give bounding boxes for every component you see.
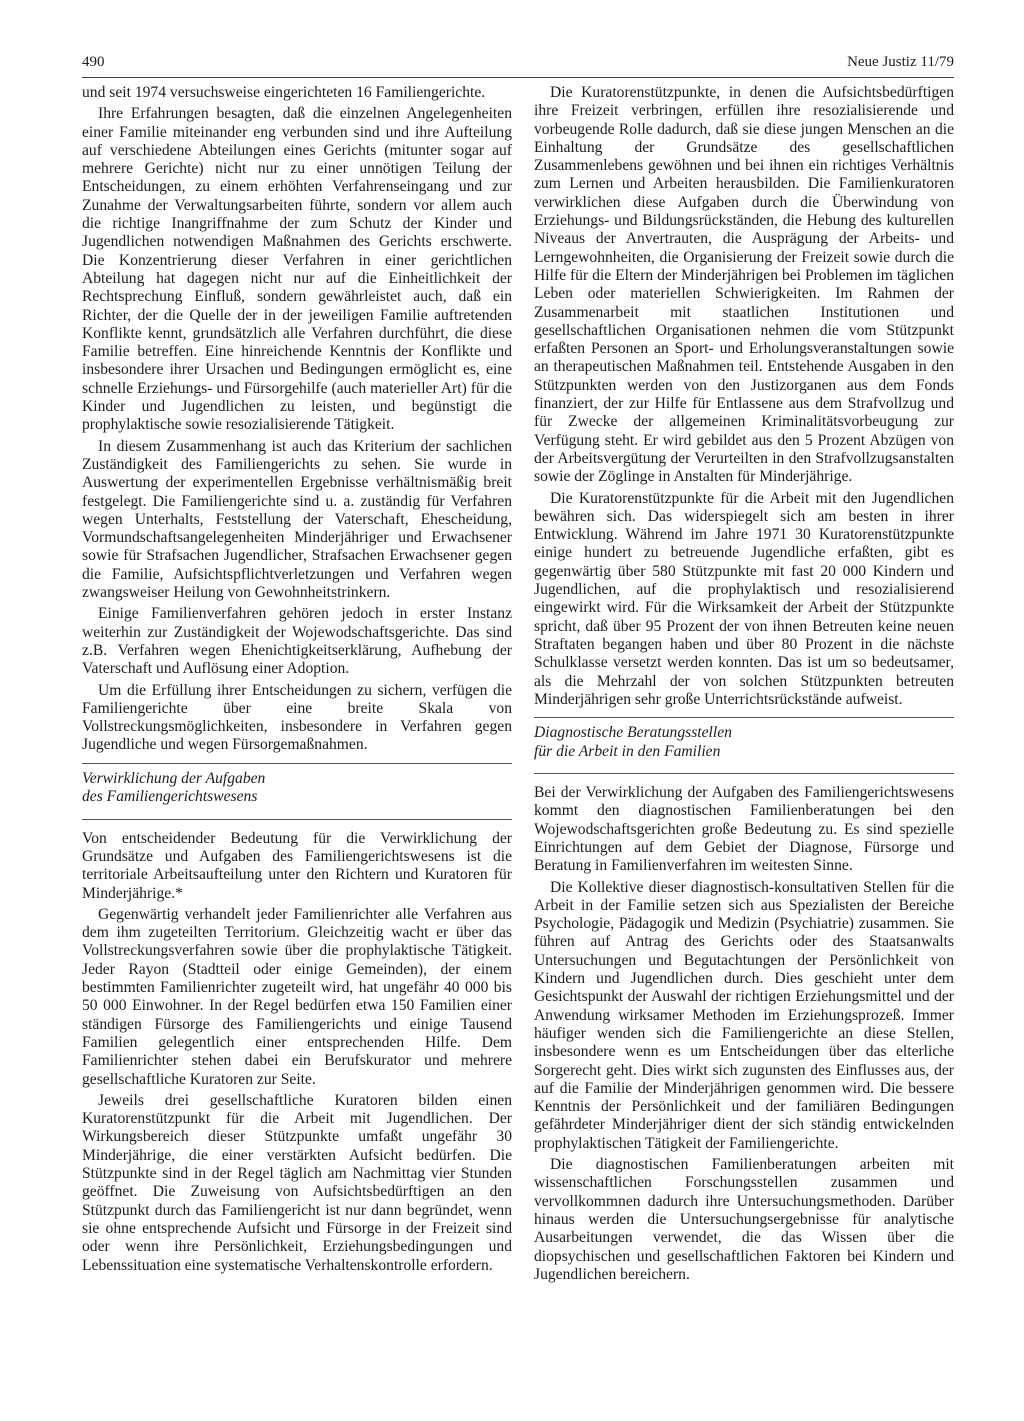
page-header [82, 54, 954, 76]
section-divider [82, 763, 512, 764]
header-rule [82, 77, 954, 78]
left-paragraph-2: Ihre Erfahrungen besagten, daß die einzelnen Angelegenheiten einer Familie miteinander eng verbunden sind und ihre Aufteilung auf verschiedene Abteilungen eines Gerichts (mitunter sogar auf mehrere Gerichte) nicht nur zu einer unnötigen Teilung der Entscheidungen, zu einem erhöhten Verfahrenseingang und zur Zunahme der Verwaltungsarbeiten führte, sondern vor allem auch die richtige Inangriffnahme der zum Schutz der Kinder und Jugendlichen notwendigen Maßnahmen des Gerichts erschwerte. Die Konzentrierung dieser Verfahren in einer gerichtlichen Abteilung hat dagegen nicht nur auf die Einheitlichkeit der Rechtsprechung Einfluß, sondern gewährleistet auch, daß ein Richter, der die Quelle der in der jeweiligen Familie auftretenden Konflikte kennt, grundsätzlich alle Verfahren durchführt, die diese Familie betreffen. Eine hinreichende Kenntnis der Konflikte und insbesondere ihrer Ursachen und Bedingungen ermöglicht es, eine schnelle Erziehungs- und Fürsorgehilfe (auch materieller Art) für die Kinder und Jugendlichen zu leisten, und begünstigt die prophylaktische sowie resozialisierende Tätigkeit. [82, 105, 512, 434]
left-paragraph-5: Um die Erfüllung ihrer Entscheidungen zu sichern, verfügen die Familiengerichte über eine breite Skala von Vollstreckungsmöglichkeiten, insbesondere in Verfahren gegen Jugendliche und wegen Fürsorgemaßnahmen. [82, 681, 512, 754]
heading-rule [82, 819, 512, 820]
section-heading-line-2: des Familiengerichtswesens [82, 788, 258, 806]
right-paragraph-1: Die Kuratorenstützpunkte, in denen die Aufsichtsbedürftigen ihre Freizeit verbringen, erfüllen ihre resozialisierende und vorbeugende Rolle dadurch, daß sie diese jungen Menschen an die Einhaltung der Grundsätze des gesellschaftlichen Zusammenlebens gewöhnen und bei ihnen ein richtiges Verhältnis zum Lernen und Arbeiten herausbilden. Die Familienkuratoren verwirklichen diese Aufgaben durch die Überwindung von Erziehungs- und Bildungsrückständen, die Hebung des kulturellen Niveaus der Anvertrauten, die Ausprägung der Arbeits- und Lerngewohnheiten, die Organisierung der Freizeit sowie durch die Hilfe für die Eltern der Minderjährigen bei Problemen im täglichen Leben oder materiellen Schwierigkeiten. Im Rahmen der Zusammenarbeit mit staatlichen Institutionen und gesellschaftlichen Organisationen nehmen die vom Stützpunkt erfaßten Personen an Sport- und Erholungsveranstaltungen sowie an therapeutischen Maßnahmen teil. Entstehende Ausgaben in den Stützpunkten werden von den Justizorganen aus dem Fonds finanziert, der zur Hilfe für Entlassene aus dem Strafvollzug und für Zwecke der allgemeinen Kriminalitätsvorbeugung zur Verfügung steht. Er wird gebildet aus den 5 Prozent Abzügen von der Arbeitsvergütung der Verurteilten in den Strafvollzugsanstalten sowie der Zöglinge in Anstalten für Minderjährige. [534, 84, 954, 486]
left-paragraph-8: Jeweils drei gesellschaftliche Kuratoren bilden einen Kuratorenstützpunkt für die Arbeit mit Jugendlichen. Der Wirkungsbereich dieser Stützpunkte umfaßt ungefähr 30 Minderjährige, die einer verstärkten Aufsicht bedürfen. Die Stützpunkte sind in der Regel täglich am Nachmittag vier Stunden geöffnet. Die Zuweisung von Aufsichtsbedürftigen an den Stützpunkt durch das Familiengericht ist nur dann begründet, wenn sie ohne entsprechende Aufsicht und Fürsorge in der Freizeit sind oder wenn ihre Persönlichkeit, Erziehungsbedingungen und Lebenssituation eine systematische Verhaltenskontrolle erfordern. [82, 1091, 512, 1274]
heading-rule [534, 773, 954, 774]
section-heading-beratungsstellen [534, 724, 954, 761]
left-paragraph-1: und seit 1974 versuchsweise eingerichteten 16 Familiengerichte. [82, 84, 486, 101]
left-paragraph-3: In diesem Zusammenhang ist auch das Kriterium der sachlichen Zuständigkeit des Familiengerichts zu sehen. Sie wurde in Auswertung der experimentellen Ergebnisse verhältnismäßig breit festgelegt. Die Familiengerichte sind u. a. zuständig für Verfahren wegen Unterhalts, Feststellung der Vaterschaft, Ehescheidung, Vormundschaftsangelegenheiten Minderjähriger und Erwachsener sowie für Strafsachen Jugendlicher, Strafsachen Erwachsener gegen die Familie, Aufsichtspflichtverletzungen und Verfahren wegen zwangsweiser Heilung von Gewohnheitstrinkern. [82, 437, 512, 602]
right-paragraph-4: Die Kollektive dieser diagnostisch-konsultativen Stellen für die Arbeit in der Familie setzen sich aus Spezialisten der Bereiche Psychologie, Pädagogik und Medizin (Psychiatrie) zusammen. Sie führen auf Antrag des Gerichts oder des Staatsanwalts Untersuchungen und Begutachtungen der Persönlichkeit von Kindern und Jugendlichen durch. Dies geschieht unter dem Gesichtspunkt der Auswahl der richtigen Erziehungsmittel und der Anwendung wirksamer Methoden im Erziehungsprozeß. Immer häufiger wenden sich die Familiengerichte an diese Stellen, insbesondere wenn es um Entscheidungen über das elterliche Sorgerecht geht. Dies wirkt sich zugunsten des Einflusses aus, der auf die Familie der Minderjährigen genommen wird. Die bessere Kenntnis der Persönlichkeit und der familiären Bedingungen gefährdeter Minderjähriger dient der sich ständig entwickelnden prophylaktischen Tätigkeit der Familiengerichte. [534, 878, 954, 1152]
section-heading-line-1: Diagnostische Beratungsstellen [534, 724, 732, 742]
right-paragraph-5: Die diagnostischen Familienberatungen arbeiten mit wissenschaftlichen Forschungsstellen zusammen und vervollkommnen dadurch ihre Untersuchungsmethoden. Darüber hinaus werden die Untersuchungsergebnisse für analytische Ausarbeitungen verwendet, die das Wissen über die diopsychischen und gesellschaftlichen Faktoren bei Kindern und Jugendlichen bereichern. [534, 1156, 954, 1283]
left-paragraph-6: Von entscheidender Bedeutung für die Verwirklichung der Grundsätze und Aufgaben des Familiengerichtswesens ist die territoriale Arbeitsaufteilung unter den Richtern und Kuratoren für Minderjährige.* [82, 829, 512, 902]
left-column [82, 84, 512, 1278]
page-number: 490 [82, 54, 105, 70]
right-paragraph-2: Die Kuratorenstützpunkte für die Arbeit mit den Jugendlichen bewähren sich. Das widerspiegelt sich am besten in ihrer Entwicklung. Während im Jahre 1971 30 Kuratorenstützpunkte einige hundert zu betreuende Jugendliche erfaßten, gibt es gegenwärtig über 580 Stützpunkte mit fast 20 000 Kindern und Jugendlichen, auf die prophylaktisch und resozialisierend eingewirkt wird. Für die Wirksamkeit der Arbeit der Stützpunkte spricht, daß über 95 Prozent der von ihnen Betreuten keine neuen Straftaten begangen haben und über 80 Prozent in die nächste Schulklasse versetzt werden konnten. Das ist um so bedeutsamer, als die Mehrzahl der von solchen Stützpunkten betreuten Minderjährigen sehr große Unterrichtsrückstände aufweist. [534, 489, 954, 708]
left-paragraph-4: Einige Familienverfahren gehören jedoch in erster Instanz weiterhin zur Zuständigkeit der Wojewodschaftsgerichte. Das sind z.B. Verfahren wegen Ehenichtigkeitserklärung, Aufhebung der Vaterschaft und Auflösung einer Adoption. [82, 605, 512, 678]
left-paragraph-7: Gegenwärtig verhandelt jeder Familienrichter alle Verfahren aus dem ihm zugeteilten Territorium. Gleichzeitig wacht er über das Vollstreckungsverfahren sowie über die prophylaktische Tätigkeit. Jeder Rayon (Stadtteil oder einige Gemeinden), der einem bestimmten Familienrichter zugeteilt wird, hat ungefähr 40 000 bis 50 000 Einwohner. In der Regel bedürfen etwa 150 Familien einer ständigen Fürsorge des Familiengerichts und einige Tausend Familien gelegentlich einer entsprechenden Hilfe. Dem Familienrichter stehen dabei ein Berufskurator und mehrere gesellschaftliche Kuratoren zur Seite. [82, 905, 512, 1088]
section-heading-familiengerichtswesen [82, 770, 512, 807]
journal-title: Neue Justiz 11/79 [847, 54, 954, 70]
section-divider [534, 717, 954, 718]
right-paragraph-3: Bei der Verwirklichung der Aufgaben des Familiengerichtswesens kommt den diagnostischen Familienberatungen bei den Wojewodschaftsgerichten große Bedeutung zu. Es sind spezielle Einrichtungen auf dem Gebiet der Diagnose, Fürsorge und Beratung in Familienverfahren im weitesten Sinne. [534, 784, 954, 875]
right-column [534, 84, 954, 1287]
section-heading-line-1: Verwirklichung der Aufgaben [82, 769, 266, 787]
section-heading-line-2: für die Arbeit in den Familien [534, 742, 721, 760]
